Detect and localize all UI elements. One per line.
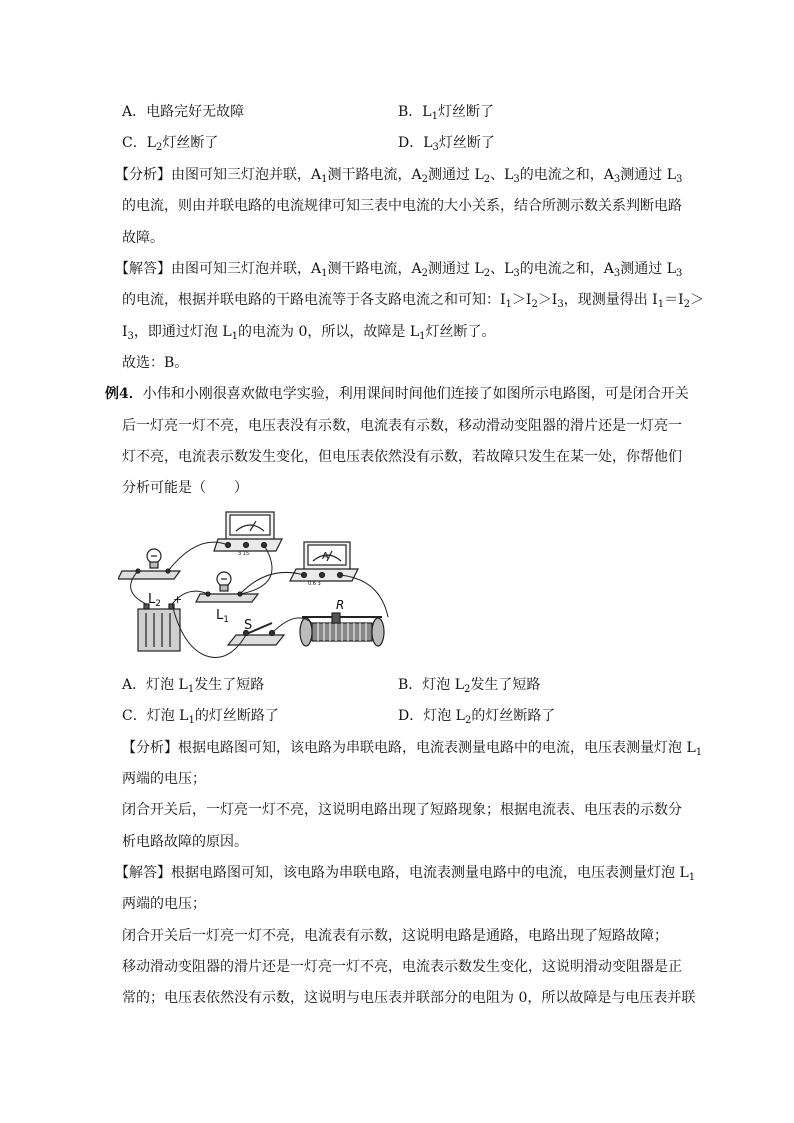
label-r: R [336,598,345,612]
answer-line-2: 的电流，根据并联电路的干路电流等于各支路电流之和可知：$I_1>I_2>I_3$，现测量得出 $I_1=I_2>$ [122,292,704,310]
option-c: C．$L_2$灯丝断了 [122,135,219,153]
q4-answer-line-2: 两端的电压； [122,896,206,912]
circuit-figure [118,505,400,663]
bulb-l1 [196,572,258,602]
q4-option-d: D．灯泡 $L_2$的灯丝断路了 [398,708,556,726]
analysis-line-3: 故障。 [122,230,164,246]
voltmeter-scale: 3 15 [238,551,250,557]
q4-analysis-line-1: 【分析】根据电路图可知，该电路为串联电路，电流表测量电路中的电流，电压表测量灯泡 $L_1$ [122,740,703,758]
label-s: S [244,618,253,633]
label-l1: $L_1$ [216,608,229,625]
question-4-line-2: 后一灯亮一灯不亮，电压表没有示数，电流表有示数，移动滑动变阻器的滑片还是一灯亮一 [122,418,682,434]
question-number: 例4． [105,386,143,402]
q4-analysis-line-4: 析电路故障的原因。 [122,834,248,850]
answer-line-1: 【解答】由图可知三灯泡并联，$A_1$测干路电流，$A_2$测通过 $L_2$、$L_3$的电流之和，$A_3$测通过 $L_3$ [115,261,683,279]
question-4-line-1: 例4．小伟和小刚很喜欢做电学实验，利用课间时间他们连接了如图所示电路图，可是闭合开关 [105,386,689,402]
option-a: A．电路完好无故障 [122,104,245,120]
q4-analysis-line-2: 两端的电压； [122,771,206,787]
q4-answer-line-3: 闭合开关后一灯亮一灯不亮，电流表有示数，这说明电路是通路，电路出现了短路故障； [122,928,668,944]
q4-answer-line-1: 【解答】根据电路图可知，该电路为串联电路，电流表测量电路中的电流，电压表测量灯泡 $L_1$ [115,865,696,883]
voltmeter [214,512,282,551]
option-d: D．$L_3$灯丝断了 [398,135,495,153]
bulb-l2 [118,549,180,579]
q4-answer-line-4: 移动滑动变阻器的滑片还是一灯亮一灯不亮，电流表示数发生变化，这说明滑动变阻器是正 [122,959,682,975]
switch [228,623,284,645]
answer-line-4: 故选：B。 [122,355,189,371]
label-plus: + [173,593,183,606]
analysis-line-2: 的电流，则由并联电路的电流规律可知三表中电流的大小关系，结合所测示数关系判断电路 [122,198,682,214]
q4-answer-line-5: 常的；电压表依然没有示数，这说明与电压表并联部分的电阻为 0，所以故障是与电压表并联 [122,990,696,1006]
option-b: B．$L_1$灯丝断了 [398,104,494,122]
q4-option-c: C．灯泡 $L_1$的灯丝断路了 [122,708,279,726]
q4-option-b: B．灯泡 $L_2$发生了短路 [398,677,541,695]
label-ammeter: A [322,551,329,562]
answer-line-3: $I_3$，即通过灯泡 $L_1$的电流为 0，所以，故障是 $L_1$灯丝断了。 [122,324,496,342]
q4-option-a: A．灯泡 $L_1$发生了短路 [122,677,265,695]
question-4-line-3: 灯不亮，电流表示数发生变化，但电压表依然没有示数，若故障只发生在某一处，你帮他们 [122,449,682,465]
analysis-line-1: 【分析】由图可知三灯泡并联，$A_1$测干路电流，$A_2$测通过 $L_2$、$L_3$的电流之和，$A_3$测通过 $L_3$ [115,167,683,185]
label-l2: $L_2$ [148,592,161,609]
question-4-line-4: 分析可能是（ ） [122,480,248,496]
ammeter-scale: 0.6 3 [308,581,321,587]
rheostat [300,613,384,646]
q4-analysis-line-3: 闭合开关后，一灯亮一灯不亮，这说明电路出现了短路现象；根据电流表、电压表的示数分 [122,802,682,818]
